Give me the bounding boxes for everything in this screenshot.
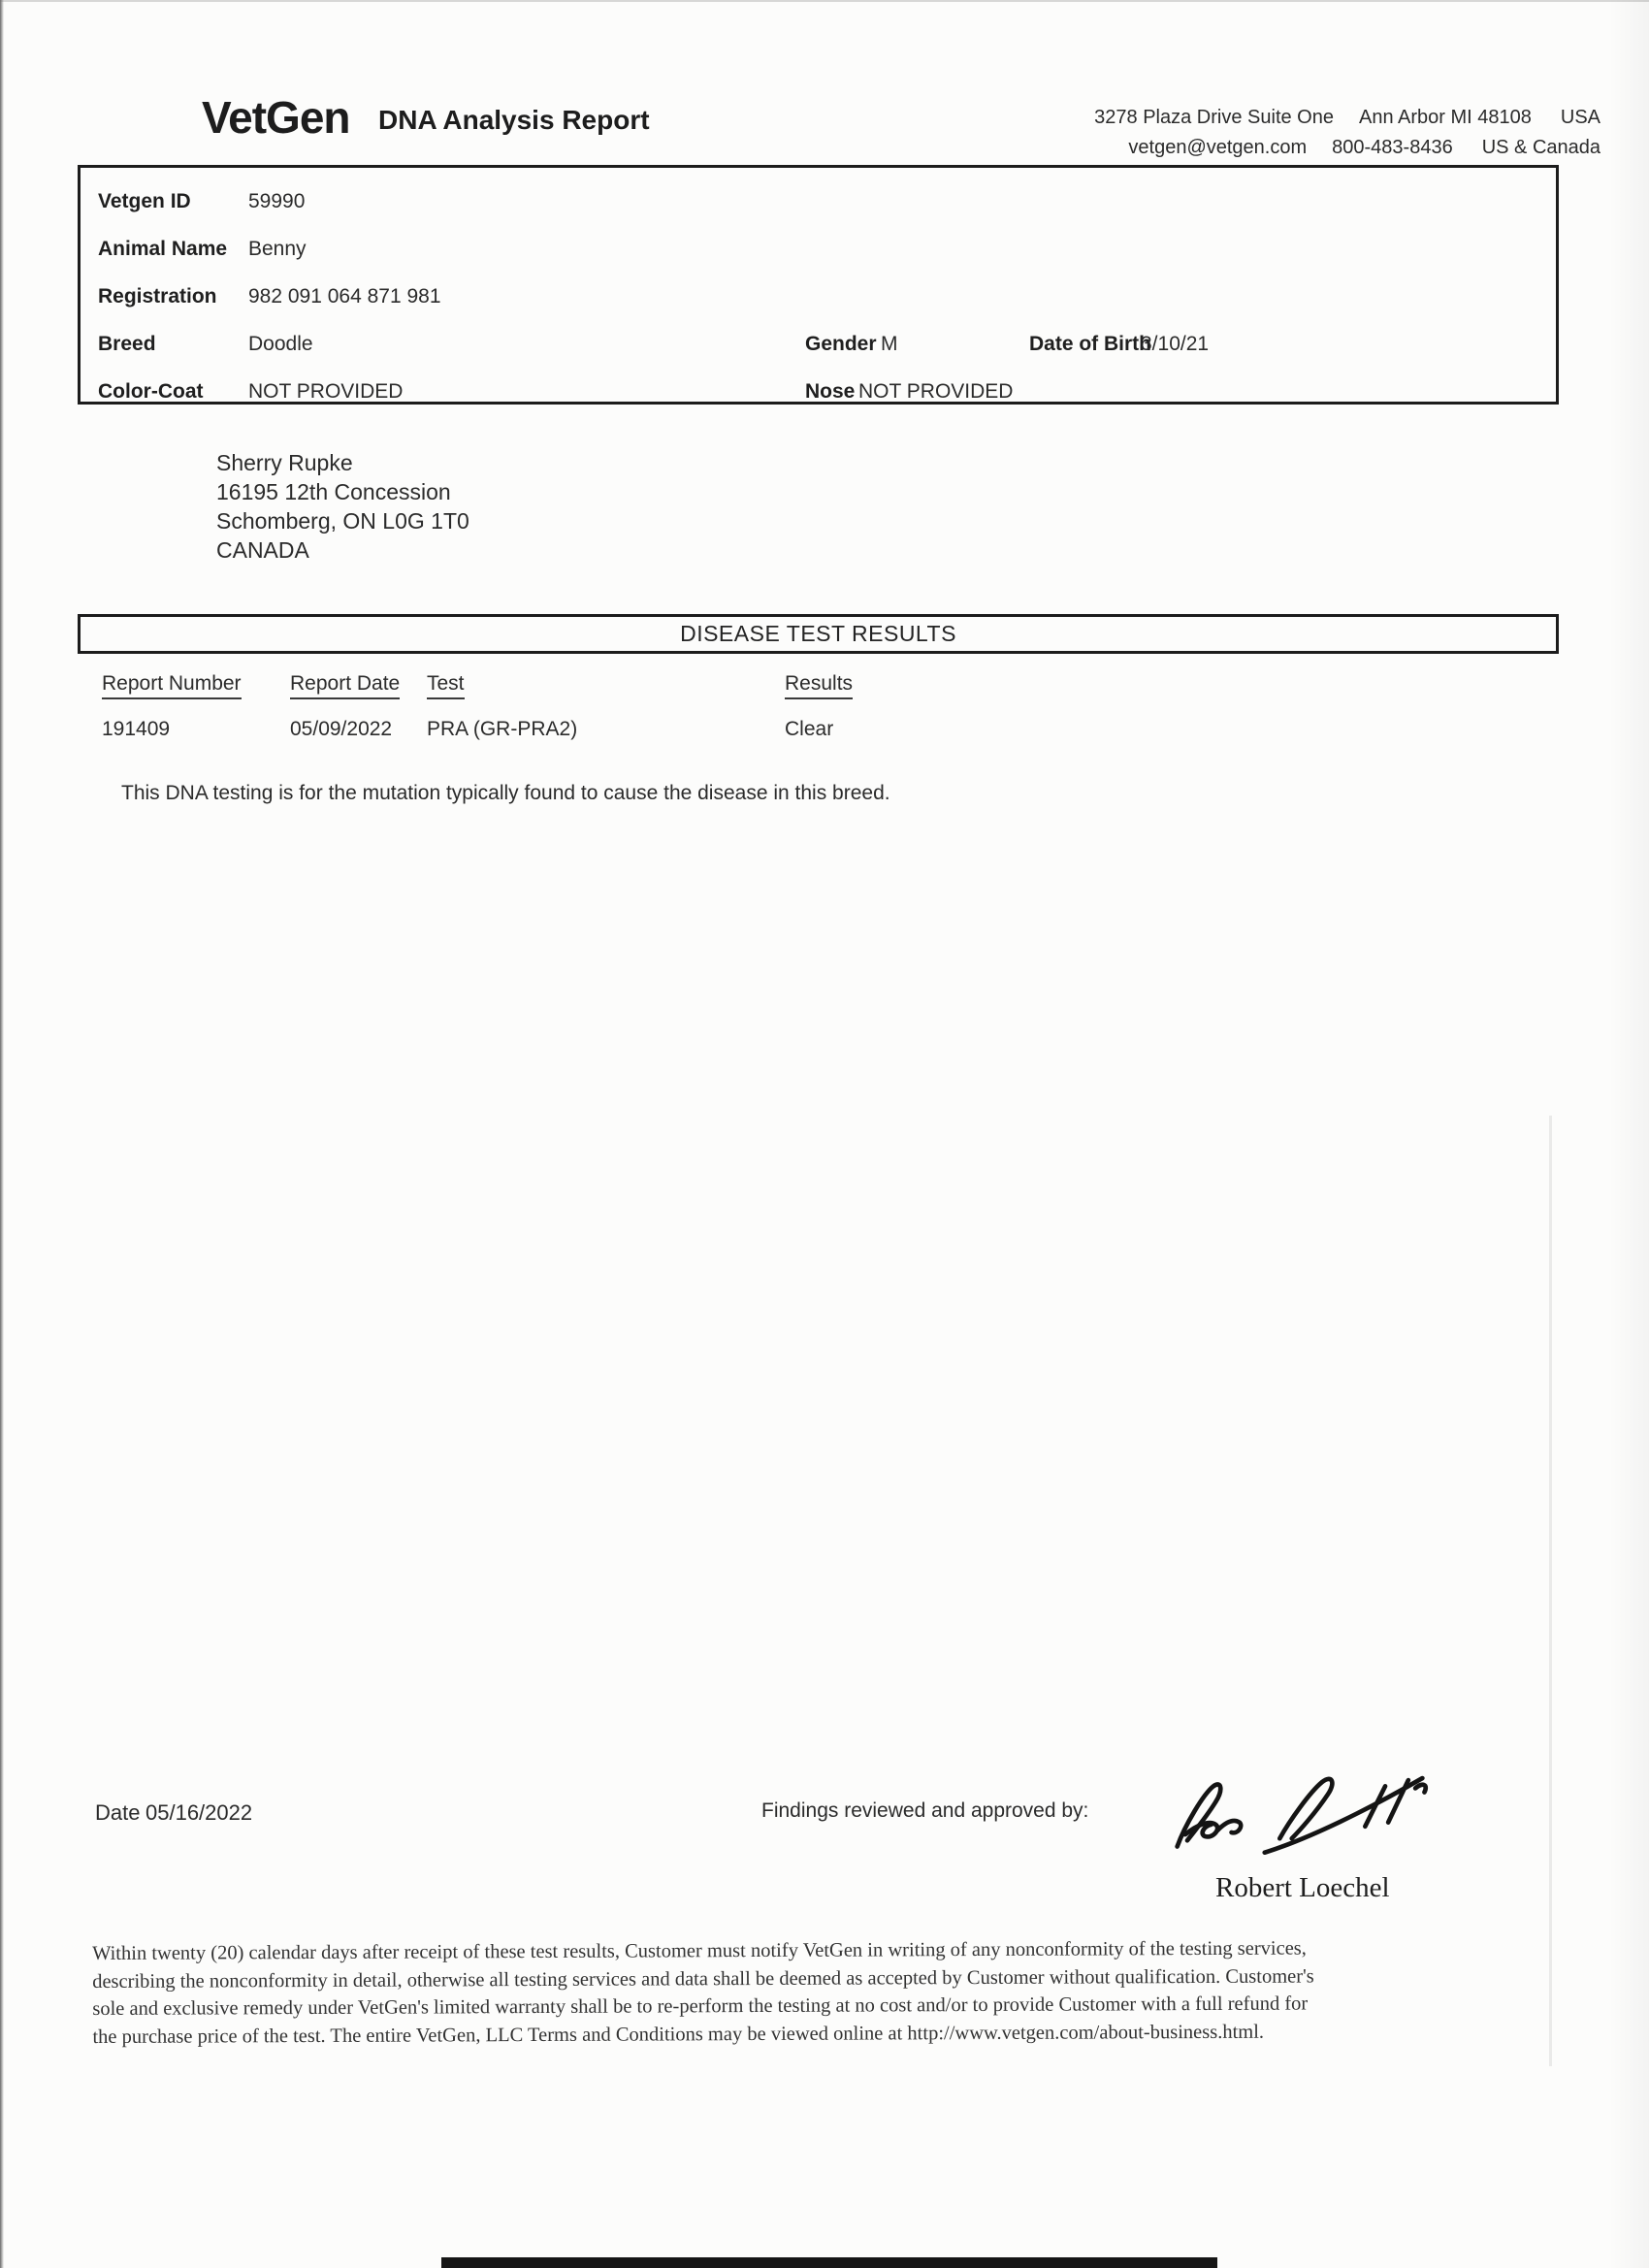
- registration-label: Registration: [98, 285, 217, 308]
- legal-line: sole and exclusive remedy under VetGen's limited warranty shall be to re-perform the testing at no cost and/or to provide Customer with a full refund for: [92, 1993, 1309, 2020]
- street-address: 3278 Plaza Drive Suite One: [1094, 107, 1334, 128]
- legal-line: the purchase price of the test. The entire VetGen, LLC Terms and Conditions may be viewed online at http://www.vetgen.com/about-business.html.: [92, 2021, 1265, 2048]
- scan-artifact-bottom-bar: [441, 2257, 1217, 2268]
- company-address-block: [999, 107, 1600, 167]
- city-state-zip: Ann Arbor MI 48108: [1358, 107, 1532, 128]
- registration-value: 982 091 064 871 981: [248, 285, 441, 308]
- recipient-city: Schomberg, ON L0G 1T0: [216, 508, 469, 534]
- col-header-report-date: Report Date: [290, 672, 400, 699]
- col-header-test: Test: [427, 672, 465, 699]
- recipient-street: 16195 12th Concession: [216, 479, 451, 504]
- phone-region: US & Canada: [1481, 137, 1600, 158]
- recipient-name: Sherry Rupke: [216, 450, 353, 475]
- test-value: PRA (GR-PRA2): [427, 718, 578, 740]
- gender-value: M: [881, 333, 898, 355]
- date-of-birth-label: Date of Birth: [1029, 333, 1151, 355]
- section-title: DISEASE TEST RESULTS: [680, 621, 956, 646]
- animal-info-box: [78, 165, 1559, 405]
- result-value: Clear: [785, 718, 834, 740]
- col-header-results: Results: [785, 672, 853, 699]
- date-of-birth-value: 3/10/21: [1141, 333, 1210, 355]
- scan-artifact-right-shadow: [1608, 0, 1649, 2268]
- report-date-value: 05/09/2022: [290, 718, 393, 740]
- col-header-report-number: Report Number: [102, 672, 242, 699]
- approver-name: Robert Loechel: [1215, 1872, 1390, 1903]
- report-title: DNA Analysis Report: [378, 105, 650, 135]
- nose-value: NOT PROVIDED: [858, 380, 1014, 403]
- approved-by-label: Findings reviewed and approved by:: [761, 1799, 1089, 1822]
- date-label: Date: [95, 1800, 141, 1825]
- company-address-line-2: [999, 137, 1600, 159]
- report-number-value: 191409: [102, 718, 171, 740]
- nose-label: Nose: [805, 380, 856, 403]
- legal-line: describing the nonconformity in detail, otherwise all testing services and data shall be deemed as accepted by Customer without qualification. Customer's: [92, 1965, 1314, 1993]
- animal-name-value: Benny: [248, 238, 307, 260]
- signature-handwritten: [1159, 1767, 1440, 1869]
- company-address-line-1: [999, 107, 1600, 129]
- gender-label: Gender: [805, 333, 877, 355]
- vetgen-id-label: Vetgen ID: [98, 190, 191, 212]
- vetgen-logo: VetGen: [202, 92, 350, 143]
- color-coat-value: NOT PROVIDED: [248, 380, 404, 403]
- breed-value: Doodle: [248, 333, 313, 355]
- scan-artifact-crease: [1549, 1116, 1552, 2066]
- recipient-address-block: [216, 448, 469, 565]
- disease-test-results-header: [78, 614, 1559, 654]
- company-email: vetgen@vetgen.com: [1128, 137, 1308, 158]
- test-note: This DNA testing is for the mutation typically found to cause the disease in this breed.: [121, 782, 890, 804]
- company-phone: 800-483-8436: [1332, 137, 1453, 158]
- scan-artifact-top-edge: [0, 0, 1649, 2]
- animal-name-label: Animal Name: [98, 238, 228, 260]
- scan-artifact-left-edge: [0, 0, 4, 2268]
- country: USA: [1560, 107, 1600, 128]
- vetgen-id-value: 59990: [248, 190, 306, 212]
- breed-label: Breed: [98, 333, 156, 355]
- color-coat-label: Color-Coat: [98, 380, 204, 403]
- recipient-country: CANADA: [216, 537, 309, 563]
- legal-terms: [92, 1934, 1411, 2051]
- legal-line: Within twenty (20) calendar days after receipt of these test results, Customer must notify VetGen in writing of any nonconformity of the testing services,: [92, 1937, 1307, 1964]
- date-value: 05/16/2022: [146, 1800, 253, 1825]
